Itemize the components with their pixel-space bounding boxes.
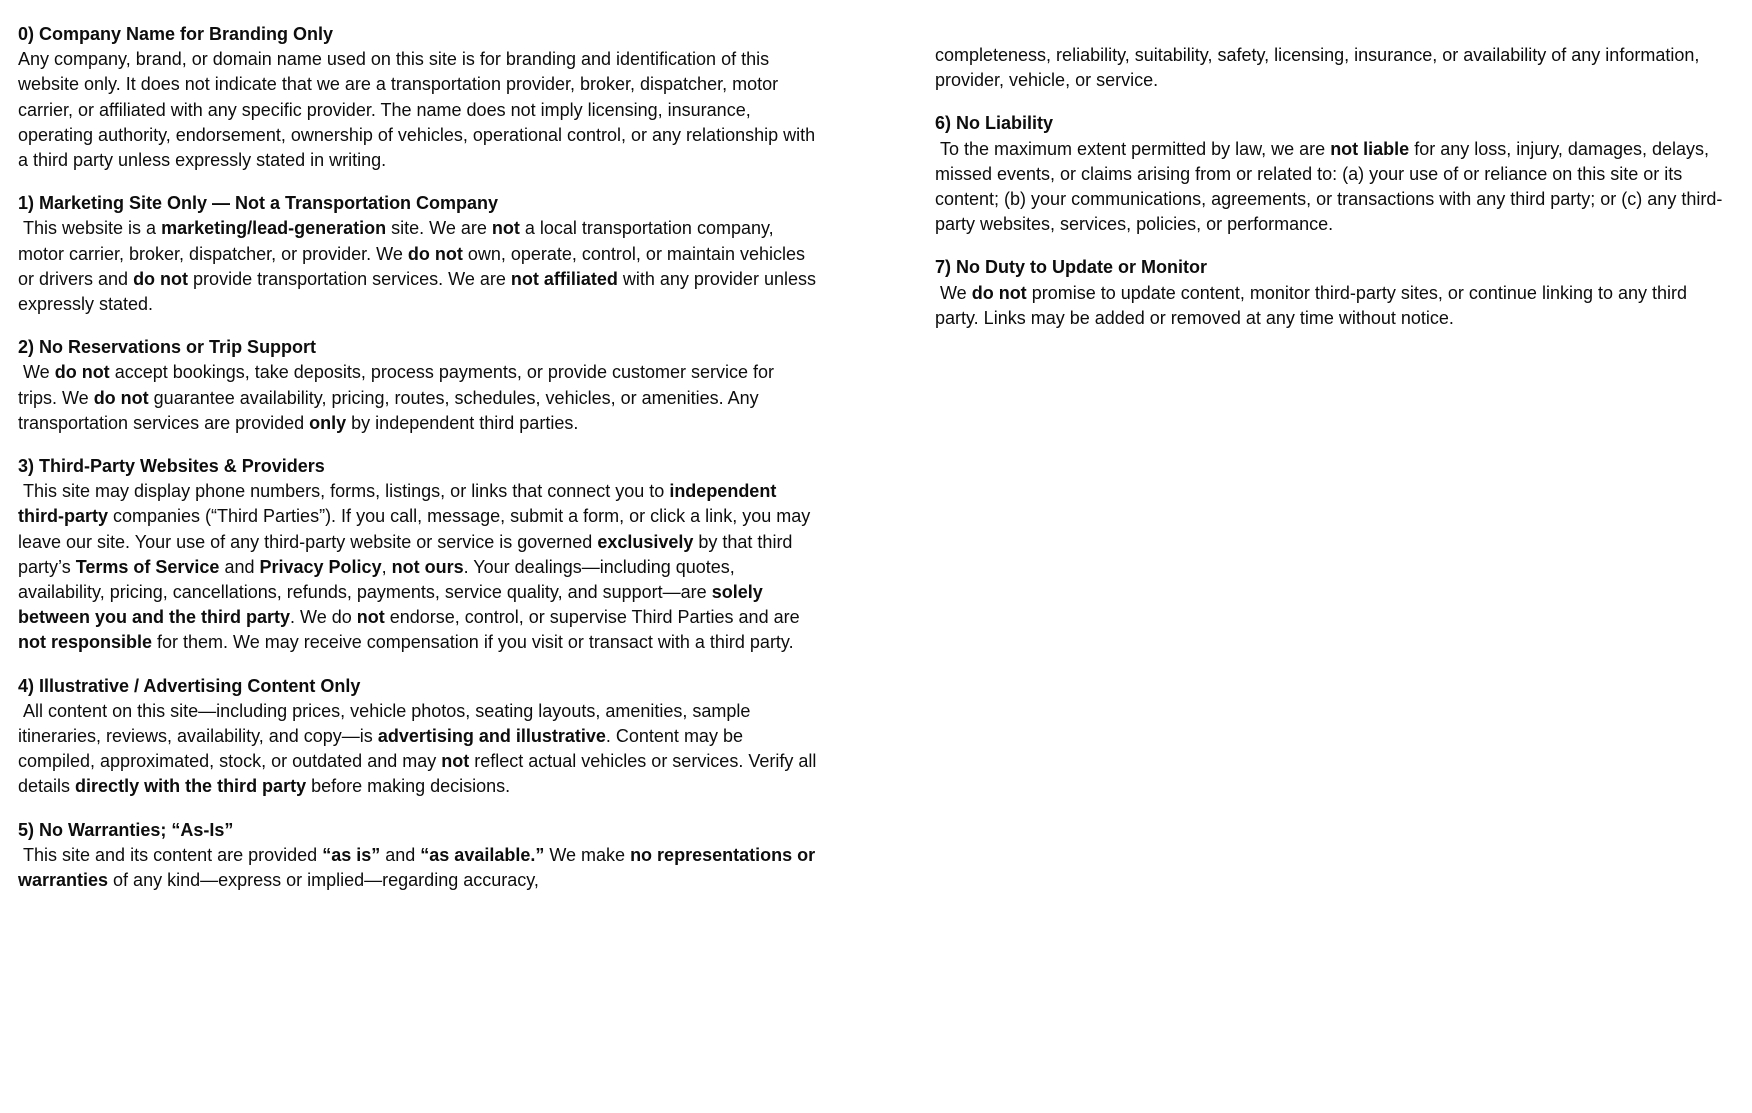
right-column: [935, 22, 1734, 911]
section: [935, 255, 1734, 331]
body-text: own, operate, control, or maintain vehicles or drivers and: [18, 243, 811, 289]
body-text: We make: [544, 844, 631, 865]
body-text: by that third party’s: [18, 531, 798, 577]
emphasized-text: do not: [407, 243, 463, 264]
emphasized-text: solely between you and the third party: [18, 582, 768, 628]
body-text: This website is a: [18, 218, 162, 239]
emphasized-text: directly with the third party: [75, 776, 307, 797]
body-text: This site may display phone numbers, forms, listings, or links that connect you to: [18, 481, 670, 502]
emphasized-text: advertising and illustrative: [377, 726, 606, 747]
section-heading: 5) No Warranties; “As-Is”: [18, 819, 234, 840]
emphasized-text: not liable: [1330, 138, 1410, 159]
section: [18, 818, 821, 894]
section: [18, 335, 817, 436]
emphasized-text: not: [356, 607, 385, 628]
body-text: promise to update content, monitor third-party sites, or continue linking to any third party. Links may be added or removed at any time without notice.: [935, 282, 1693, 328]
body-text: completeness, reliability, suitability, safety, licensing, insurance, or availability of any information, provider, vehicle, or service.: [935, 45, 1705, 91]
section-continuation: [935, 43, 1734, 93]
emphasized-text: do not: [971, 282, 1027, 303]
emphasized-text: “as available.”: [420, 844, 545, 865]
body-text: We: [935, 282, 972, 303]
section-heading: 2) No Reservations or Trip Support: [18, 337, 317, 358]
section: [18, 191, 821, 317]
body-text: We: [18, 362, 55, 383]
body-text: companies (“Third Parties”). If you call, message, submit a form, or click a link, you may leave our site. Your use of any third-party website or service is governed: [18, 506, 816, 552]
body-text: ,: [381, 556, 392, 577]
section: [18, 22, 821, 173]
emphasized-text: Privacy Policy: [259, 556, 382, 577]
body-text: Any company, brand, or domain name used on this site is for branding and identification of this website only. It does not indicate that we are a transportation provider, broker, dispatcher, motor carrier, or affiliated with any specific provider. The name does not imply licensing, insurance, operating authority, endorsement, ownership of vehicles, operational control, or any relationship with a third party unless expressly stated in writing.: [18, 49, 821, 171]
section-heading: 0) Company Name for Branding Only: [18, 24, 334, 44]
body-text: guarantee availability, pricing, routes, schedules, vehicles, or amenities. Any transportation services are provided: [18, 387, 764, 433]
body-text: and: [380, 844, 421, 865]
body-text: All content on this site—including prices, vehicle photos, seating layouts, amenities, sample itineraries, reviews, availability, and copy—is: [18, 700, 756, 747]
body-text: of any kind—express or implied—regarding accuracy,: [108, 870, 539, 891]
body-text: endorse, control, or supervise Third Parties and are: [384, 607, 805, 628]
section-heading: 1) Marketing Site Only — Not a Transportation Company: [18, 193, 499, 214]
body-text: This site and its content are provided: [18, 844, 323, 865]
emphasized-text: not responsible: [18, 632, 153, 653]
emphasized-text: exclusively: [597, 531, 694, 552]
emphasized-text: do not: [133, 268, 189, 289]
section-heading: 6) No Liability: [935, 113, 1054, 134]
body-text: a local transportation company, motor carrier, broker, dispatcher, or provider. We: [18, 218, 779, 264]
body-text: for any loss, injury, damages, delays, missed events, or claims arising from or related to: (a) your use of or reliance on this site or its content; (b) your communications, agreements, or transactions with any third party; or (c) any third-party websites, services, policies, or performance.: [935, 138, 1723, 235]
body-text: and: [219, 556, 260, 577]
section-heading: 3) Third-Party Websites & Providers: [18, 456, 325, 477]
emphasized-text: Terms of Service: [75, 556, 220, 577]
emphasized-text: no representations or warranties: [18, 844, 821, 891]
emphasized-text: not: [491, 218, 520, 239]
body-text: accept bookings, take deposits, process payments, or provide customer service for trips. We: [18, 362, 780, 408]
section-heading: 4) Illustrative / Advertising Content Only: [18, 675, 361, 696]
section: [935, 111, 1734, 237]
section: [18, 454, 817, 656]
body-text: provide transportation services. We are: [188, 268, 511, 289]
body-text: . Content may be compiled, approximated, stock, or outdated and may: [18, 726, 748, 772]
body-text: with any provider unless expressly stated.: [18, 268, 821, 315]
section: [18, 674, 822, 800]
left-column: [18, 22, 822, 911]
emphasized-text: do not: [93, 387, 149, 408]
body-text: To the maximum extent permitted by law, we are: [935, 138, 1331, 159]
body-text: . Your dealings—including quotes, availability, pricing, cancellations, refunds, payments, service quality, and support—are: [18, 556, 740, 603]
body-text: before making decisions.: [306, 776, 511, 797]
body-text: by independent third parties.: [346, 412, 579, 433]
section-heading: 7) No Duty to Update or Monitor: [935, 257, 1207, 278]
body-text: reflect actual vehicles or services. Verify all details: [18, 751, 822, 797]
emphasized-text: independent third-party: [18, 481, 782, 527]
emphasized-text: do not: [54, 362, 110, 383]
emphasized-text: “as is”: [322, 844, 381, 865]
emphasized-text: only: [309, 412, 347, 433]
body-text: for them. We may receive compensation if you visit or transact with a third party.: [152, 632, 794, 653]
emphasized-text: not affiliated: [510, 268, 618, 289]
body-text: site. We are: [386, 218, 492, 239]
emphasized-text: not ours: [391, 556, 464, 577]
emphasized-text: marketing/lead-generation: [161, 218, 387, 239]
body-text: . We do: [290, 607, 357, 628]
emphasized-text: not: [441, 751, 470, 772]
